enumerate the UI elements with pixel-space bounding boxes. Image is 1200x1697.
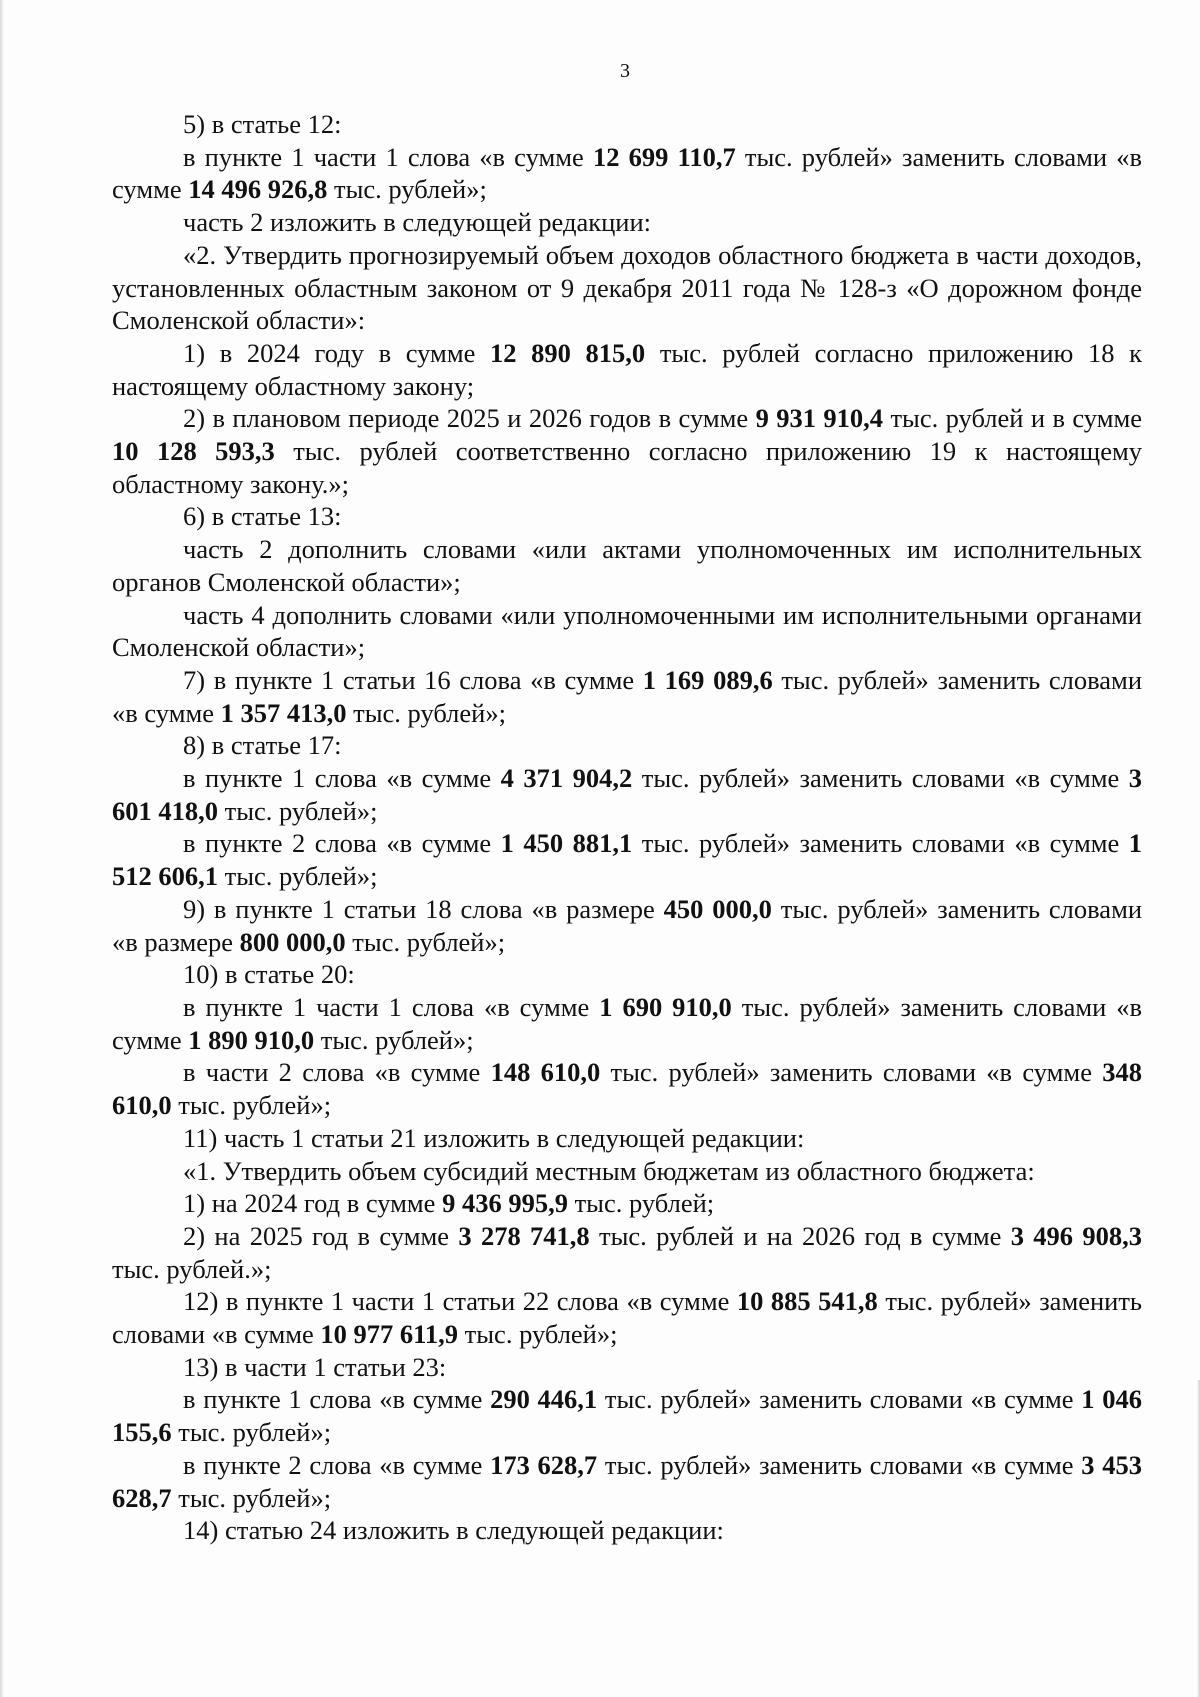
bold-amount: 4 371 904,2 [500,763,633,794]
page-number: 3 [620,60,630,82]
bold-amount: 9 931 910,4 [755,403,884,434]
bold-amount: 1 450 881,1 [500,828,633,859]
text-run: тыс. рублей» заменить словами «в сумме [112,1286,1143,1350]
bold-amount: 3 278 741,8 [458,1220,590,1251]
paragraph [112,991,1142,1056]
text-run: «1. Утвердить объем субсидий местным бюджетам из областного бюджета: [183,1155,1035,1186]
paragraph [112,958,1142,991]
paragraph [112,1187,1142,1220]
text-run: в пункте 1 слова «в сумме [183,1384,491,1415]
paragraph [112,141,1142,206]
text-run: тыс. рублей и на 2026 год в сумме [589,1220,1011,1251]
text-run: тыс. рублей согласно приложению 18 к настоящему областному закону; [112,337,1142,401]
paragraph [112,239,1142,337]
bold-amount: 1 169 089,6 [642,664,773,695]
text-run: в части 2 слова «в сумме [183,1057,491,1088]
text-run: тыс. рублей»; [171,1090,332,1121]
text-run: 2) в плановом периоде 2025 и 2026 годов в сумме [183,403,756,434]
paragraph [112,1220,1142,1285]
bold-amount: 290 446,1 [490,1384,598,1415]
text-run: часть 2 изложить в следующей редакции: [183,207,651,238]
text-run: тыс. рублей» заменить словами «в сумме [597,1449,1082,1480]
paragraph [112,664,1142,729]
text-run: 1) в 2024 году в сумме [183,337,490,368]
text-run: тыс. рублей соответственно согласно приложению 19 к настоящему областному закону.»; [112,436,1142,499]
bold-amount: 12 699 110,7 [592,141,736,172]
bold-amount: 800 000,0 [239,926,346,957]
text-run: 2) на 2025 год в сумме [183,1220,459,1251]
text-run: часть 4 дополнить словами «или уполномоченными им исполнительными органами Смоленской области»; [112,599,1142,663]
bold-amount: 450 000,0 [663,893,772,924]
bold-amount: 348 610,0 [112,1057,1142,1121]
text-run: 5) в статье 12: [183,109,342,139]
bold-amount: 3 453 628,7 [112,1449,1142,1513]
text-run: тыс. рублей»; [218,861,378,892]
text-run: тыс. рублей» заменить словами «в сумме [632,763,1129,794]
text-run: тыс. рублей» заменить словами «в сумме [632,828,1129,859]
paragraph [112,1122,1142,1155]
bold-amount: 1 512 606,1 [112,828,1142,892]
paragraph [112,762,1142,827]
bold-amount: 12 890 815,0 [490,337,646,368]
paragraph [112,1285,1142,1350]
bold-amount: 148 610,0 [490,1057,601,1088]
text-run: 13) в части 1 статьи 23: [183,1351,447,1382]
paragraph [112,1449,1142,1514]
document-body [112,108,1142,1547]
paragraph [112,1514,1142,1547]
text-run: 6) в статье 13: [183,501,342,532]
text-run: 7) в пункте 1 статьи 16 слова «в сумме [183,664,643,695]
text-run: часть 2 дополнить словами «или актами уполномоченных им исполнительных органов Смоленской области»; [112,534,1142,597]
bold-amount: 1 357 413,0 [220,697,347,728]
text-run: тыс. рублей; [567,1188,715,1219]
bold-amount: 1 890 910,0 [188,1024,315,1055]
text-run: тыс. рублей»; [346,697,506,728]
bold-amount: 14 496 926,8 [188,174,328,205]
text-run: 1) на 2024 год в сумме [183,1188,443,1219]
paragraph [112,1383,1142,1448]
bold-amount: 3 496 908,3 [1010,1220,1143,1251]
paragraph [112,1351,1142,1384]
text-run: тыс. рублей»; [218,795,378,826]
text-run: тыс. рублей» заменить словами «в размере [112,893,1143,957]
text-run: тыс. рублей» заменить словами «в сумме [112,991,1143,1055]
paragraph [112,729,1142,762]
bold-amount: 1 690 910,0 [599,991,732,1022]
text-run: 12) в пункте 1 части 1 статьи 22 слова «в сумме [183,1286,737,1317]
text-run: тыс. рублей» заменить словами «в сумме [597,1384,1082,1415]
text-run: 14) статью 24 изложить в следующей редакции: [183,1515,724,1546]
text-run: тыс. рублей»; [314,1024,474,1055]
text-run: тыс. рублей»; [458,1319,618,1350]
paragraph [112,1056,1142,1121]
text-run: тыс. рублей»; [345,926,506,957]
text-run: в пункте 1 слова «в сумме [183,763,501,794]
paragraph [112,533,1142,598]
bold-amount: 10 128 593,3 [112,436,275,467]
paragraph [112,500,1142,533]
text-run: в пункте 1 части 1 слова «в сумме [183,991,600,1022]
paragraph [112,893,1142,958]
text-run: 10) в статье 20: [183,959,355,990]
text-run: тыс. рублей и в сумме [883,403,1143,434]
paragraph [112,402,1142,500]
text-run: в пункте 2 слова «в сумме [183,1449,491,1480]
bold-amount: 1 046 155,6 [112,1384,1142,1448]
text-run: тыс. рублей» заменить словами «в сумме [600,1057,1103,1088]
paragraph [112,337,1142,402]
paragraph [112,599,1142,664]
text-run: 9) в пункте 1 статьи 18 слова «в размере [183,893,664,924]
text-run: тыс. рублей»; [327,174,487,205]
text-run: тыс. рублей» заменить словами «в сумме [112,141,1142,205]
bold-amount: 10 885 541,8 [736,1286,878,1317]
paragraph [112,108,1142,141]
text-run: «2. Утвердить прогнозируемый объем доходов областного бюджета в части доходов, установленных областным законом от 9 декабря 2011 года № 128-з «О дорожном фонде Смоленской области»: [112,239,1142,336]
text-run: в пункте 2 слова «в сумме [183,828,501,859]
paragraph [112,1155,1142,1188]
bold-amount: 173 628,7 [490,1449,598,1480]
text-run: тыс. рублей.»; [112,1253,272,1284]
text-run: тыс. рублей»; [171,1482,332,1513]
bold-amount: 10 977 611,9 [320,1319,459,1350]
text-run: в пункте 1 части 1 слова «в сумме [183,141,593,172]
bold-amount: 3 601 418,0 [112,763,1142,826]
paragraph [112,827,1142,892]
text-run: тыс. рублей»; [171,1417,332,1448]
text-run: 8) в статье 17: [183,730,342,761]
paragraph [112,206,1142,239]
scan-edge-left [0,0,4,1697]
bold-amount: 9 436 995,9 [442,1188,568,1219]
text-run: тыс. рублей» заменить словами «в сумме [112,664,1143,728]
text-run: 11) часть 1 статьи 21 изложить в следующей редакции: [183,1122,805,1153]
